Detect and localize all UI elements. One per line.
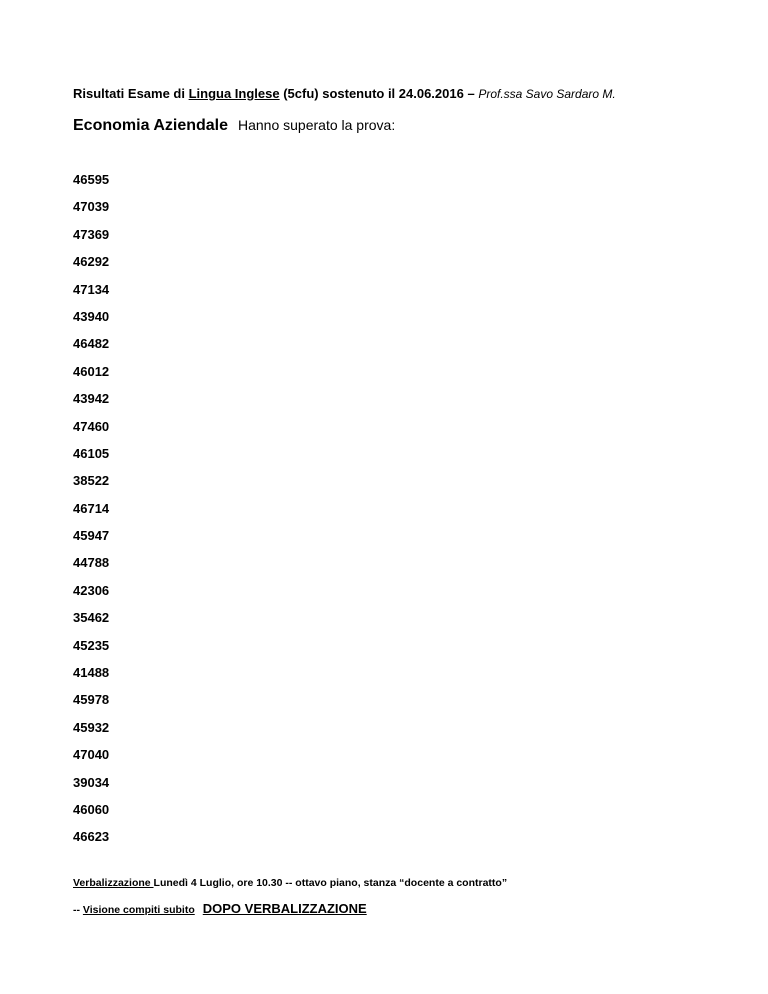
student-id: 43940 xyxy=(73,308,110,324)
student-id: 47134 xyxy=(73,281,110,297)
student-id-list xyxy=(73,172,109,857)
exam-review-note xyxy=(73,900,367,919)
student-id: 46714 xyxy=(73,500,110,516)
student-id: 41488 xyxy=(73,665,110,681)
student-id: 45235 xyxy=(73,637,110,653)
student-id: 45947 xyxy=(73,528,110,544)
student-id: 46060 xyxy=(73,801,110,817)
student-id: 46623 xyxy=(73,829,110,845)
exam-results-header xyxy=(73,86,616,102)
review-prefix: -- xyxy=(73,904,83,916)
student-id: 45932 xyxy=(73,719,110,735)
professor-name: Prof.ssa Savo Sardaro M. xyxy=(478,87,616,101)
student-id: 35462 xyxy=(73,610,110,626)
student-id: 46482 xyxy=(73,336,110,352)
student-id: 46595 xyxy=(73,172,110,187)
verbalization-note xyxy=(73,876,507,890)
student-id: 38522 xyxy=(73,473,110,489)
student-id: 46105 xyxy=(73,445,110,461)
student-id: 47040 xyxy=(73,747,110,763)
course-name-underlined: Lingua Inglese xyxy=(188,86,280,101)
student-id: 44788 xyxy=(73,555,110,571)
student-id: 47369 xyxy=(73,226,110,242)
degree-course-name: Economia Aziendale xyxy=(73,117,228,134)
student-id: 42306 xyxy=(73,582,110,598)
student-id: 47460 xyxy=(73,418,110,434)
verbalization-label: Verbalizzazione xyxy=(73,877,154,889)
student-id: 46292 xyxy=(73,254,110,270)
student-id: 43942 xyxy=(73,391,110,407)
review-label: Visione compiti subito xyxy=(82,904,195,916)
student-id: 46012 xyxy=(73,363,110,379)
review-emphasis: DOPO VERBALIZZAZIONE xyxy=(202,901,367,916)
student-id: 47039 xyxy=(73,199,110,215)
student-id: 45978 xyxy=(73,692,110,708)
passed-label: Hanno superato la prova: xyxy=(238,117,396,133)
header-middle: (5cfu) sostenuto il 24.06.2016 – xyxy=(279,86,479,101)
verbalization-details: Lunedì 4 Luglio, ore 10.30 -- ottavo piano, stanza “docente a contratto” xyxy=(153,877,508,889)
degree-subtitle xyxy=(73,115,395,136)
header-prefix: Risultati Esame di xyxy=(73,86,189,101)
student-id: 39034 xyxy=(73,774,110,790)
